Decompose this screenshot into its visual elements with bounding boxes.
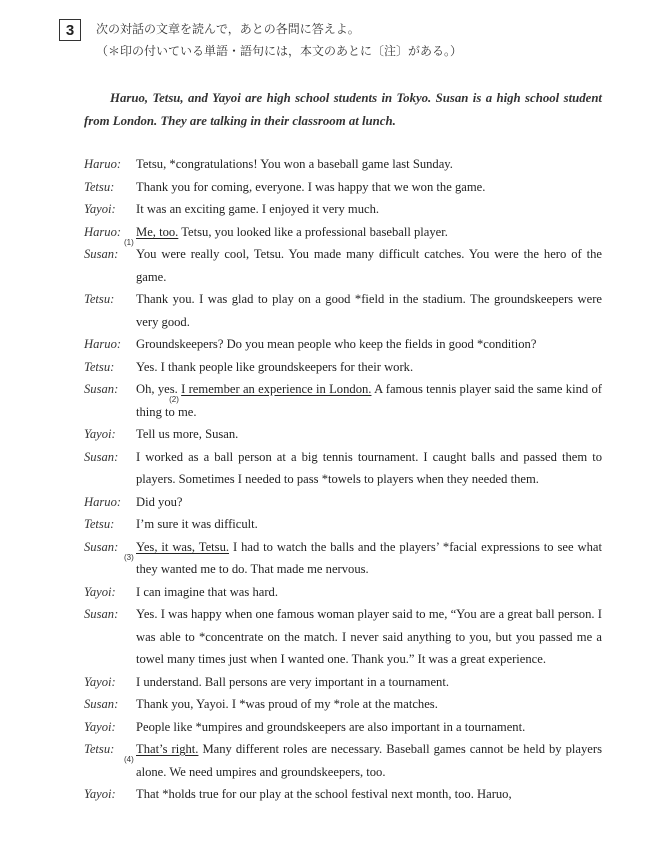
speech-body: Yes. I thank people like groundskeepers for their work. xyxy=(136,359,414,374)
speaker-name: Tetsu: xyxy=(84,359,115,374)
speech-body: That *holds true for our play at the school festival next month, too. Haruo, xyxy=(136,787,512,801)
speaker-name: Yayoi: xyxy=(84,202,116,216)
speech-text xyxy=(136,333,602,356)
question-number: 3 xyxy=(59,19,81,41)
dialogue-line xyxy=(84,378,602,423)
dialogue-line xyxy=(84,581,602,604)
intro-paragraph: Haruo, Tetsu, and Yayoi are high school students in Tokyo. Susan is a high school student from London. They are talking in their classroom at lunch. xyxy=(84,91,602,128)
speaker-name: Susan: xyxy=(84,382,119,396)
dialogue-line xyxy=(84,153,602,176)
dialogue-line xyxy=(84,783,602,806)
speech-text xyxy=(136,716,602,739)
speech-body: Tell us more, Susan. xyxy=(136,427,239,441)
speech-text xyxy=(124,738,602,783)
dialogue-line xyxy=(84,716,602,739)
speaker-name: Yayoi: xyxy=(84,427,116,441)
speaker-name: Yayoi: xyxy=(84,787,116,801)
speech-text xyxy=(136,491,602,514)
speech-body: I worked as a ball person at a big tennis tournament. I caught balls and passed them to players. Sometimes I needed to pass *towels to players when they needed them. xyxy=(136,449,602,486)
underlined-text: I remember an experience in London. xyxy=(181,382,372,396)
speech-body: It was an exciting game. I enjoyed it very much. xyxy=(136,202,380,216)
dialogue-line xyxy=(84,198,602,221)
notes-instruction: （＊印の付いている単語・語句には，本文のあとに〔注〕がある。） xyxy=(96,44,463,58)
dialogue-line xyxy=(84,356,602,379)
speech-body: You were really cool, Tetsu. You made many difficult catches. You were the hero of the game. xyxy=(136,247,602,284)
underlined-phrase xyxy=(124,742,199,764)
speaker-name: Tetsu: xyxy=(84,517,115,531)
dialogue xyxy=(84,153,602,806)
speech-body: Groundskeepers? Do you mean people who keep the fields in good *condition? xyxy=(136,337,537,351)
dialogue-line xyxy=(84,423,602,446)
speech-text xyxy=(136,603,602,671)
speech-text xyxy=(136,783,602,806)
speech-body: People like *umpires and groundskeepers are also important in a tournament. xyxy=(136,719,526,734)
underlined-text: Yes, it was, Tetsu. xyxy=(136,539,230,554)
speech-prefix: Oh, yes. xyxy=(136,382,182,396)
speaker-name: Tetsu: xyxy=(84,292,115,306)
speaker-name: Susan: xyxy=(84,247,119,261)
speaker-name: Yayoi: xyxy=(84,719,116,734)
instruction-text: 次の対話の文章を読んで，あとの各問に答えよ。 xyxy=(96,22,360,36)
speech-text xyxy=(136,243,602,288)
dialogue-line xyxy=(84,243,602,288)
underlined-phrase xyxy=(124,224,179,247)
dialogue-line xyxy=(84,288,602,333)
speaker-name: Yayoi: xyxy=(84,584,116,599)
dialogue-line xyxy=(84,536,602,581)
speech-body: A famous tennis player said the same kind of thing to me. xyxy=(136,382,603,419)
dialogue-line xyxy=(84,221,602,247)
speech-text xyxy=(136,356,602,379)
dialogue-line xyxy=(84,693,602,716)
dialogue-line xyxy=(84,738,602,783)
speaker-name: Haruo: xyxy=(84,337,122,351)
speech-text xyxy=(136,423,602,446)
dialogue-line xyxy=(84,491,602,514)
dialogue-line xyxy=(84,513,602,536)
dialogue-line xyxy=(84,603,602,671)
speaker-name: Haruo: xyxy=(84,224,122,239)
speech-body: I had to watch the balls and the players’ *facial expressions to see what they wanted me to do. That made me nervous. xyxy=(136,539,602,576)
speech-body: Many different roles are necessary. Baseball games cannot be held by players alone. We need umpires and groundskeepers, too. xyxy=(136,742,602,779)
speech-text xyxy=(136,581,602,604)
underlined-phrase xyxy=(124,539,230,562)
dialogue-line xyxy=(84,446,602,491)
underlined-phrase xyxy=(169,382,372,404)
speech-body: Thank you. I was glad to play on a good *field in the stadium. The groundskeepers were very good. xyxy=(136,292,602,329)
speech-body: Did you? xyxy=(136,494,183,509)
speaker-name: Haruo: xyxy=(84,494,122,509)
speech-text xyxy=(136,153,602,176)
speech-body: I’m sure it was difficult. xyxy=(136,517,258,531)
speech-text xyxy=(136,288,602,333)
speaker-name: Haruo: xyxy=(84,157,122,171)
dialogue-line xyxy=(84,671,602,694)
speech-text xyxy=(136,176,602,199)
speech-text xyxy=(136,513,602,536)
speaker-name: Susan: xyxy=(84,697,119,711)
speech-body: Yes. I was happy when one famous woman player said to me, “You are a great ball person. I was able to *concentrate on the match. I never said anything to you, but you passed me a towel many times just when I wanted one. Thank you.” It was a great experience. xyxy=(136,607,602,666)
underlined-text: That’s right. xyxy=(136,742,199,756)
question-mark-label: (3) xyxy=(124,552,134,562)
speaker-name: Yayoi: xyxy=(84,674,116,689)
speech-body: Tetsu, *congratulations! You won a baseball game last Sunday. xyxy=(136,157,453,171)
speech-text xyxy=(136,378,602,423)
speech-body: Thank you, Yayoi. I *was proud of my *role at the matches. xyxy=(136,697,438,711)
speech-body: I understand. Ball persons are very important in a tournament. xyxy=(136,674,450,689)
speech-text xyxy=(124,221,602,247)
speech-text xyxy=(136,446,602,491)
speaker-name: Tetsu: xyxy=(84,742,115,756)
speech-text xyxy=(136,693,602,716)
speech-text xyxy=(136,671,602,694)
speech-text xyxy=(124,536,602,581)
question-mark-label: (2) xyxy=(169,395,179,404)
speech-text xyxy=(136,198,602,221)
underlined-text: Me, too. xyxy=(136,224,179,239)
speech-body: Tetsu, you looked like a professional baseball player. xyxy=(178,224,448,239)
speech-body: I can imagine that was hard. xyxy=(136,584,278,599)
speaker-name: Tetsu: xyxy=(84,179,115,194)
dialogue-line xyxy=(84,176,602,199)
question-mark-label: (1) xyxy=(124,237,134,247)
speaker-name: Susan: xyxy=(84,539,119,554)
speech-body: Thank you for coming, everyone. I was happy that we won the game. xyxy=(136,179,486,194)
dialogue-line xyxy=(84,333,602,356)
speaker-name: Susan: xyxy=(84,449,119,464)
question-mark-label: (4) xyxy=(124,755,134,764)
speaker-name: Susan: xyxy=(84,607,119,621)
